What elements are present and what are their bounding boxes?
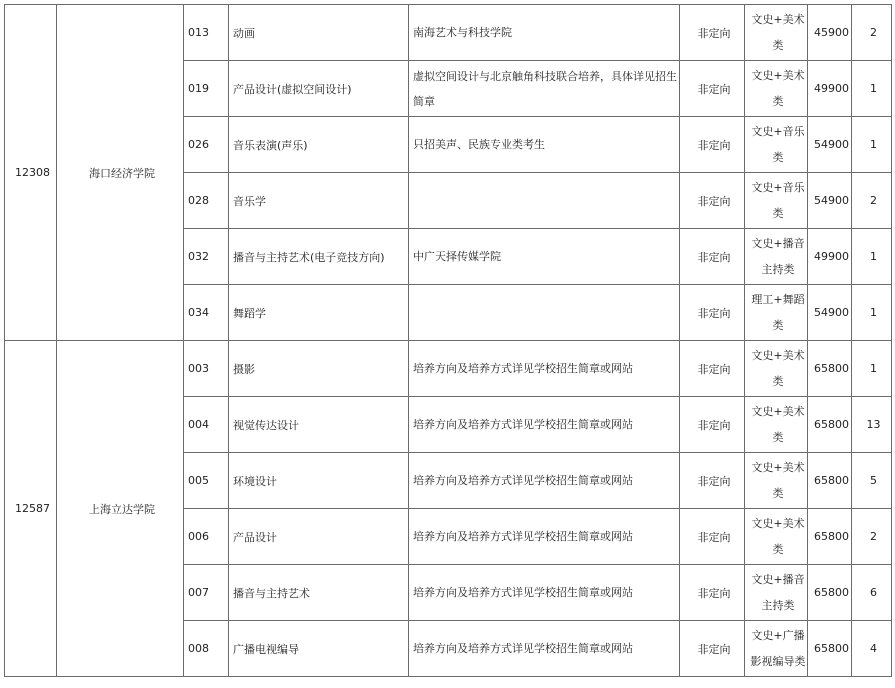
- direction-cell: 非定向: [680, 285, 745, 341]
- quota-cell: 2: [852, 173, 892, 229]
- quota-cell: 1: [852, 285, 892, 341]
- quota-cell: 1: [852, 117, 892, 173]
- direction-cell: 非定向: [680, 117, 745, 173]
- tuition-cell: 54900: [808, 173, 852, 229]
- admissions-table: [4, 4, 892, 677]
- school-name-cell: 海口经济学院: [57, 5, 184, 341]
- note-cell: 虚拟空间设计与北京触角科技联合培养，具体详见招生简章: [409, 61, 680, 117]
- tuition-cell: 49900: [808, 61, 852, 117]
- category-cell: 文史+美术类: [745, 397, 808, 453]
- direction-cell: 非定向: [680, 621, 745, 677]
- quota-cell: 4: [852, 621, 892, 677]
- school-code-cell: 12587: [5, 341, 57, 677]
- tuition-cell: 65800: [808, 565, 852, 621]
- tuition-cell: 45900: [808, 5, 852, 61]
- direction-cell: 非定向: [680, 397, 745, 453]
- direction-cell: 非定向: [680, 341, 745, 397]
- major-code-cell: 008: [184, 621, 229, 677]
- tuition-cell: 49900: [808, 229, 852, 285]
- category-cell: 文史+播音主持类: [745, 229, 808, 285]
- note-cell: [409, 173, 680, 229]
- major-name-cell: 音乐表演(声乐): [229, 117, 409, 173]
- quota-cell: 13: [852, 397, 892, 453]
- direction-cell: 非定向: [680, 173, 745, 229]
- quota-cell: 2: [852, 509, 892, 565]
- direction-cell: 非定向: [680, 229, 745, 285]
- category-cell: 理工+舞蹈类: [745, 285, 808, 341]
- major-name-cell: 视觉传达设计: [229, 397, 409, 453]
- note-cell: 培养方向及培养方式详见学校招生简章或网站: [409, 565, 680, 621]
- note-cell: 中广天择传媒学院: [409, 229, 680, 285]
- major-name-cell: 音乐学: [229, 173, 409, 229]
- category-cell: 文史+美术类: [745, 61, 808, 117]
- category-cell: 文史+广播影视编导类: [745, 621, 808, 677]
- tuition-cell: 65800: [808, 509, 852, 565]
- direction-cell: 非定向: [680, 453, 745, 509]
- tuition-cell: 54900: [808, 117, 852, 173]
- quota-cell: 2: [852, 5, 892, 61]
- tuition-cell: 65800: [808, 397, 852, 453]
- tuition-cell: 65800: [808, 453, 852, 509]
- note-cell: 南海艺术与科技学院: [409, 5, 680, 61]
- note-cell: 培养方向及培养方式详见学校招生简章或网站: [409, 621, 680, 677]
- category-cell: 文史+美术类: [745, 509, 808, 565]
- major-code-cell: 003: [184, 341, 229, 397]
- major-code-cell: 006: [184, 509, 229, 565]
- major-name-cell: 摄影: [229, 341, 409, 397]
- table-row: [5, 5, 892, 61]
- tuition-cell: 65800: [808, 621, 852, 677]
- category-cell: 文史+音乐类: [745, 173, 808, 229]
- major-name-cell: 播音与主持艺术: [229, 565, 409, 621]
- major-name-cell: 环境设计: [229, 453, 409, 509]
- note-cell: 培养方向及培养方式详见学校招生简章或网站: [409, 453, 680, 509]
- school-code-cell: 12308: [5, 5, 57, 341]
- direction-cell: 非定向: [680, 61, 745, 117]
- major-code-cell: 019: [184, 61, 229, 117]
- category-cell: 文史+美术类: [745, 453, 808, 509]
- major-code-cell: 004: [184, 397, 229, 453]
- major-code-cell: 007: [184, 565, 229, 621]
- category-cell: 文史+播音主持类: [745, 565, 808, 621]
- school-name-cell: 上海立达学院: [57, 341, 184, 677]
- category-cell: 文史+音乐类: [745, 117, 808, 173]
- table-row: [5, 341, 892, 397]
- major-code-cell: 028: [184, 173, 229, 229]
- quota-cell: 5: [852, 453, 892, 509]
- quota-cell: 6: [852, 565, 892, 621]
- tuition-cell: 65800: [808, 341, 852, 397]
- direction-cell: 非定向: [680, 509, 745, 565]
- major-name-cell: 舞蹈学: [229, 285, 409, 341]
- direction-cell: 非定向: [680, 565, 745, 621]
- note-cell: 培养方向及培养方式详见学校招生简章或网站: [409, 509, 680, 565]
- major-code-cell: 005: [184, 453, 229, 509]
- major-code-cell: 026: [184, 117, 229, 173]
- major-name-cell: 产品设计: [229, 509, 409, 565]
- major-code-cell: 034: [184, 285, 229, 341]
- major-code-cell: 032: [184, 229, 229, 285]
- major-name-cell: 动画: [229, 5, 409, 61]
- direction-cell: 非定向: [680, 5, 745, 61]
- table-body: [5, 5, 892, 677]
- quota-cell: 1: [852, 61, 892, 117]
- quota-cell: 1: [852, 229, 892, 285]
- tuition-cell: 54900: [808, 285, 852, 341]
- major-name-cell: 播音与主持艺术(电子竞技方向): [229, 229, 409, 285]
- note-cell: 培养方向及培养方式详见学校招生简章或网站: [409, 397, 680, 453]
- note-cell: [409, 285, 680, 341]
- major-code-cell: 013: [184, 5, 229, 61]
- note-cell: 培养方向及培养方式详见学校招生简章或网站: [409, 341, 680, 397]
- note-cell: 只招美声、民族专业类考生: [409, 117, 680, 173]
- category-cell: 文史+美术类: [745, 341, 808, 397]
- category-cell: 文史+美术类: [745, 5, 808, 61]
- major-name-cell: 产品设计(虚拟空间设计): [229, 61, 409, 117]
- quota-cell: 1: [852, 341, 892, 397]
- major-name-cell: 广播电视编导: [229, 621, 409, 677]
